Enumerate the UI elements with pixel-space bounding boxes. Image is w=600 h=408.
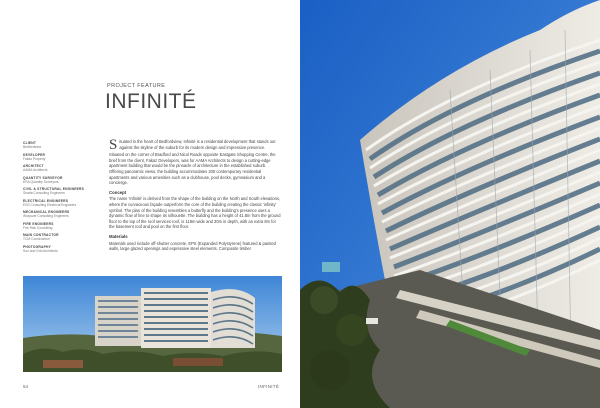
credit-name: ESS Consulting Electrical Engineers <box>23 202 77 207</box>
building-tower-photo <box>300 0 600 408</box>
credit-name: Wolpozie Consulting Engineers <box>23 214 69 218</box>
intro-paragraph <box>109 137 281 153</box>
credit-developer <box>23 153 93 161</box>
right-page-photo <box>300 0 600 408</box>
intro-text: ituated in the heart of Bedfordview, Infinité is a residential development that stands out against the skyline of the suburb for its modern design and impressive presence. <box>119 139 276 150</box>
credit-structural-engineers <box>23 187 93 195</box>
page-number: 54 <box>23 384 29 389</box>
credit-name: Shatta Consulting Engineers <box>23 191 65 195</box>
credit-role: CLIENT <box>23 141 37 145</box>
credit-role: QUANTITY SURVEYOR <box>23 175 63 180</box>
credit-client <box>23 141 93 149</box>
credit-architect <box>23 164 93 172</box>
section-kicker: PROJECT FEATURE <box>107 83 166 89</box>
credit-main-contractor <box>23 233 93 241</box>
credit-role: MAIN CONTRACTOR <box>23 233 59 237</box>
building-exterior-photo <box>23 276 282 372</box>
credit-photography <box>23 245 93 253</box>
credit-quantity-surveyor <box>23 176 93 184</box>
credit-name: Sun and Grid Architects <box>23 248 58 253</box>
drop-cap: S <box>109 137 118 153</box>
credit-role: ARCHITECT <box>23 164 44 168</box>
credit-name: ERA Quantity Surveyors <box>23 179 59 184</box>
credit-electrical-engineers <box>23 199 93 207</box>
credit-role: ELECTRICAL ENGINEERS <box>23 198 69 203</box>
article-title: INFINITÉ <box>105 90 197 113</box>
credit-role: FIRE ENGINEERS <box>23 221 54 226</box>
credit-name: Fakaz Property <box>23 156 46 161</box>
credit-name: Fire Risk Consulting <box>23 225 53 230</box>
credit-fire-engineers <box>23 222 93 230</box>
credit-role: DEVELOPER <box>23 152 46 157</box>
credit-role: MECHANICAL ENGINEERS <box>23 210 70 214</box>
project-credits <box>23 141 93 256</box>
running-head: INFINITÉ <box>258 384 280 389</box>
credit-mechanical-engineers <box>23 210 93 218</box>
materials-heading: Materials <box>109 233 128 239</box>
concept-paragraph: The name 'Infinité' is derived from the shape of the building on the North and South elevations, where the curvaceous façade outperform the core of the building creating the classic 'infinity' symbol. The plan of the building resembles a butterfly and the building's presence uses a dynamic flow of line to shape its silhouette. The building has a height of 41.8m from the ground floor to the top of the roof services roof, is 118m wide and 30m in depth, with an extra 8m for the basement roof and pool on the first floor. <box>109 196 281 230</box>
concept-heading: Concept <box>109 189 127 195</box>
article-body <box>109 139 281 254</box>
body-paragraph: Situated on the corner of Bradford and Nicol Roads opposite Eastgate Shopping Centre, the brief from the client, Fakaz Developers, was for AAMA Architects to design a cutting-edge apartment building that would be the pinnacle of architecture in the established suburb. Offering panoramic views, the building accommodates 200 contemporary residential apartments and various amenities such as a clubhouse, pool decks, gymnasium and a concierge. <box>109 152 276 186</box>
credit-role: PHOTOGRAPHY <box>23 244 51 249</box>
credit-role: CIVIL & STRUCTURAL ENGINEERS <box>23 187 84 191</box>
credit-name: TCM Construction <box>23 237 50 241</box>
credit-name: Bedfordview <box>23 145 42 149</box>
credit-name: AAMA Architects <box>23 168 48 172</box>
building-exterior-illustration <box>23 276 282 372</box>
materials-paragraph: Materials used include off-shutter concrete, EPS (Expanded Polystyrene) featured & painted walls, large glazed openings and expressive steel elements. Composite timber <box>109 240 276 252</box>
